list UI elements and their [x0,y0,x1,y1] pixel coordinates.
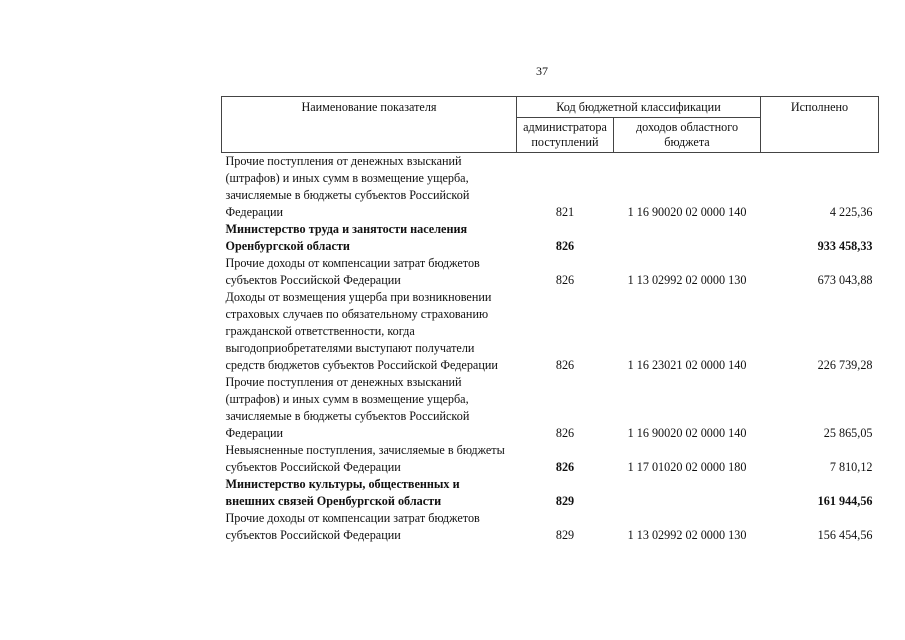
indicator-name-line: Прочие поступления от денежных взысканий [225,154,462,168]
table-row [222,221,879,255]
budget-execution-table [221,96,879,544]
regional-budget-income-header-line: бюджета [664,135,710,149]
indicator-name-cell [222,153,517,222]
administrator-code-cell: 829 [555,528,575,542]
indicator-name-line: гражданской ответственности, когда [225,324,415,338]
executed-amount-cell: 7 810,12 [829,460,873,474]
executed-amount-cell: 161 944,56 [817,494,873,508]
income-code-cell: 1 13 02992 02 0000 130 [627,273,747,287]
indicator-name-line: Министерство культуры, общественных и [225,477,460,491]
indicator-name-line: зачисляемые в бюджеты субъектов Российской [225,409,470,423]
table-row [222,442,879,476]
revenue-administrator-header [517,118,614,153]
indicator-name-line: Прочие поступления от денежных взысканий [225,375,462,389]
table-header [222,97,879,153]
income-code-cell: 1 16 90020 02 0000 140 [627,426,747,440]
indicator-name-line: внешних связей Оренбургской области [225,494,442,508]
indicator-name-line: Прочие доходы от компенсации затрат бюджетов [225,256,480,270]
indicator-name-line: зачисляемые в бюджеты субъектов Российской [225,188,470,202]
indicator-name-line: Прочие доходы от компенсации затрат бюджетов [225,511,480,525]
indicator-name-line: субъектов Российской Федерации [225,528,401,542]
indicator-name-line: страховых случаев по обязательному страхованию [225,307,489,321]
executed-amount-cell: 4 225,36 [829,205,873,219]
indicator-name-line: Оренбургской области [225,239,350,253]
income-code-cell: 1 17 01020 02 0000 180 [627,460,747,474]
income-code-cell: 1 16 23021 02 0000 140 [627,358,747,372]
indicator-name-line: Невыясненные поступления, зачисляемые в бюджеты [225,443,505,457]
table-row [222,476,879,510]
indicator-name-line: Доходы от возмещения ущерба при возникновении [225,290,492,304]
regional-budget-income-header [614,118,761,153]
administrator-code-cell: 826 [555,460,575,474]
table-row [222,289,879,374]
indicator-name-cell [222,442,517,476]
indicator-name-line: (штрафов) и иных сумм в возмещение ущерба, [225,392,469,406]
indicator-name-line: субъектов Российской Федерации [225,460,401,474]
regional-budget-income-header-line: доходов областного [635,120,739,134]
administrator-code-cell: 821 [555,205,575,219]
administrator-code-cell: 826 [555,239,575,253]
table-row [222,374,879,442]
table-row [222,510,879,544]
indicator-name-cell [222,289,517,374]
indicator-name-cell [222,510,517,544]
table-body [222,153,879,545]
indicator-name-cell [222,374,517,442]
indicator-name-line: Федерации [225,205,284,219]
revenue-administrator-header-line: поступлений [531,135,599,149]
revenue-administrator-header-line: администратора [523,120,607,134]
indicator-name-line: выгодоприобретателями выступают получатели [225,341,475,355]
indicator-name-line: Федерации [225,426,284,440]
indicator-name-line: (штрафов) и иных сумм в возмещение ущерба, [225,171,469,185]
administrator-code-cell: 826 [555,426,575,440]
executed-amount-cell: 226 739,28 [817,358,873,372]
income-code-cell: 1 16 90020 02 0000 140 [627,205,747,219]
income-code-cell [614,221,761,255]
indicator-name-line: субъектов Российской Федерации [225,273,401,287]
indicator-name-cell [222,476,517,510]
administrator-code-cell: 829 [555,494,575,508]
administrator-code-cell: 826 [555,358,575,372]
executed-amount-cell: 933 458,33 [817,239,873,253]
income-code-cell [614,476,761,510]
page-number: 37 [536,64,548,78]
table-row [222,153,879,222]
income-code-cell: 1 13 02992 02 0000 130 [627,528,747,542]
administrator-code-cell: 826 [555,273,575,287]
table-row [222,255,879,289]
executed-amount-cell: 25 865,05 [823,426,873,440]
executed-amount-cell: 673 043,88 [817,273,873,287]
executed-amount-header: Исполнено [761,97,879,153]
indicator-name-cell [222,221,517,255]
budget-classification-code-header: Код бюджетной классификации [517,97,761,118]
executed-amount-cell: 156 454,56 [817,528,873,542]
indicator-name-cell [222,255,517,289]
indicator-name-header: Наименование показателя [222,97,517,153]
indicator-name-line: средств бюджетов субъектов Российской Федерации [225,358,498,372]
indicator-name-line: Министерство труда и занятости населения [225,222,468,236]
